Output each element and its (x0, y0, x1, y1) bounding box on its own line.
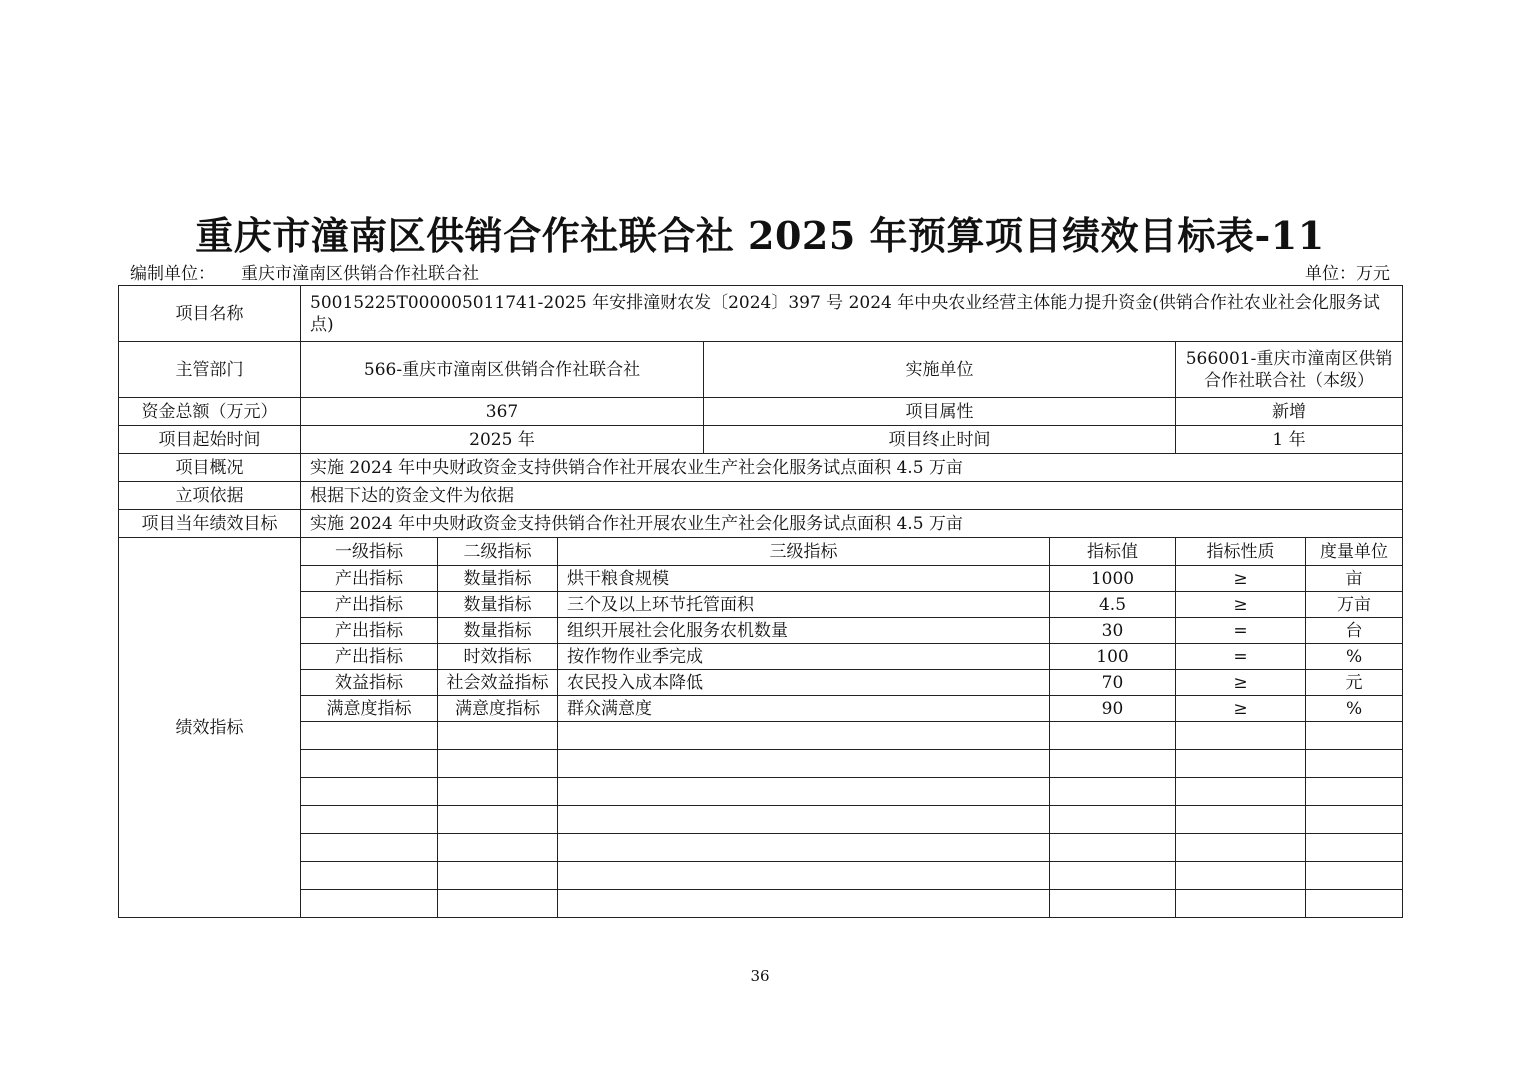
row-fund (119, 398, 1403, 426)
indicator-row (119, 644, 1403, 670)
indicator-level2: 满意度指标 (438, 696, 558, 722)
indicator-row (119, 592, 1403, 618)
project-name-value: 50015225T000005011741-2025 年安排潼财农发〔2024〕397 号 2024 年中央农业经营主体能力提升资金(供销合作社农业社会化服务试点) (301, 286, 1403, 342)
indicator-value: 1000 (1050, 566, 1176, 592)
indicator-level3: 按作物作业季完成 (558, 644, 1050, 670)
page-title: 重庆市潼南区供销合作社联合社 2025 年预算项目绩效目标表-11 (195, 213, 1325, 258)
indicator-unit: 亩 (1306, 566, 1403, 592)
indicator-level3: 烘干粮食规模 (558, 566, 1050, 592)
dept-value: 566-重庆市潼南区供销合作社联合社 (301, 342, 704, 398)
overview-value: 实施 2024 年中央财政资金支持供销合作社开展农业生产社会化服务试点面积 4.5 万亩 (301, 454, 1403, 482)
indicator-nature: ≥ (1176, 566, 1306, 592)
fund-value: 367 (301, 398, 704, 426)
indicator-unit: 万亩 (1306, 592, 1403, 618)
blank-row (119, 778, 1403, 806)
end-value: 1 年 (1176, 426, 1403, 454)
row-time (119, 426, 1403, 454)
indicator-level3: 农民投入成本降低 (558, 670, 1050, 696)
indicator-nature: = (1176, 618, 1306, 644)
attr-label: 项目属性 (704, 398, 1176, 426)
indicator-nature: ≥ (1176, 592, 1306, 618)
unit-label: 单位：万元 (1305, 264, 1390, 284)
indicator-row (119, 618, 1403, 644)
row-department (119, 342, 1403, 398)
indicator-level1: 产出指标 (301, 566, 438, 592)
goal-label: 项目当年绩效目标 (119, 510, 301, 538)
indicator-value: 100 (1050, 644, 1176, 670)
attr-value: 新增 (1176, 398, 1403, 426)
dept-label: 主管部门 (119, 342, 301, 398)
header-unit: 度量单位 (1306, 538, 1403, 566)
indicator-value: 90 (1050, 696, 1176, 722)
page-number: 36 (750, 967, 770, 985)
indicator-level1: 产出指标 (301, 592, 438, 618)
row-basis (119, 482, 1403, 510)
start-value: 2025 年 (301, 426, 704, 454)
goal-value: 实施 2024 年中央财政资金支持供销合作社开展农业生产社会化服务试点面积 4.5 万亩 (301, 510, 1403, 538)
indicator-header-row (119, 538, 1403, 566)
compiler-value: 重庆市潼南区供销合作社联合社 (241, 264, 479, 284)
indicator-level2: 数量指标 (438, 618, 558, 644)
indicator-level2: 数量指标 (438, 566, 558, 592)
project-name-label: 项目名称 (119, 286, 301, 342)
indicator-value: 30 (1050, 618, 1176, 644)
header-level2: 二级指标 (438, 538, 558, 566)
indicator-unit: % (1306, 696, 1403, 722)
indicator-level3: 三个及以上环节托管面积 (558, 592, 1050, 618)
indicator-row (119, 696, 1403, 722)
indicator-row (119, 566, 1403, 592)
blank-row (119, 862, 1403, 890)
indicator-level3: 组织开展社会化服务农机数量 (558, 618, 1050, 644)
indicator-level3: 群众满意度 (558, 696, 1050, 722)
basis-label: 立项依据 (119, 482, 301, 510)
blank-row (119, 890, 1403, 918)
indicator-nature: ≥ (1176, 670, 1306, 696)
blank-row (119, 834, 1403, 862)
header-level3: 三级指标 (558, 538, 1050, 566)
indicators-section-label: 绩效指标 (119, 538, 301, 918)
indicator-unit: 元 (1306, 670, 1403, 696)
indicator-level1: 产出指标 (301, 618, 438, 644)
compiler-label: 编制单位： (130, 264, 215, 284)
indicator-row (119, 670, 1403, 696)
indicator-level2: 数量指标 (438, 592, 558, 618)
indicator-nature: ≥ (1176, 696, 1306, 722)
impl-value: 566001-重庆市潼南区供销合作社联合社（本级） (1176, 342, 1403, 398)
indicator-unit: % (1306, 644, 1403, 670)
performance-table (118, 285, 1403, 918)
indicator-level1: 满意度指标 (301, 696, 438, 722)
indicator-level2: 社会效益指标 (438, 670, 558, 696)
row-overview (119, 454, 1403, 482)
indicator-level2: 时效指标 (438, 644, 558, 670)
indicator-value: 4.5 (1050, 592, 1176, 618)
end-label: 项目终止时间 (704, 426, 1176, 454)
row-goal (119, 510, 1403, 538)
indicator-level1: 产出指标 (301, 644, 438, 670)
indicator-value: 70 (1050, 670, 1176, 696)
row-project-name (119, 286, 1403, 342)
basis-value: 根据下达的资金文件为依据 (301, 482, 1403, 510)
fund-label: 资金总额（万元） (119, 398, 301, 426)
impl-label: 实施单位 (704, 342, 1176, 398)
blank-row (119, 722, 1403, 750)
compiler-info (130, 259, 479, 284)
blank-row (119, 806, 1403, 834)
indicator-level1: 效益指标 (301, 670, 438, 696)
blank-row (119, 750, 1403, 778)
header-level1: 一级指标 (301, 538, 438, 566)
header-value: 指标值 (1050, 538, 1176, 566)
indicator-nature: = (1176, 644, 1306, 670)
header-nature: 指标性质 (1176, 538, 1306, 566)
start-label: 项目起始时间 (119, 426, 301, 454)
overview-label: 项目概况 (119, 454, 301, 482)
indicator-unit: 台 (1306, 618, 1403, 644)
